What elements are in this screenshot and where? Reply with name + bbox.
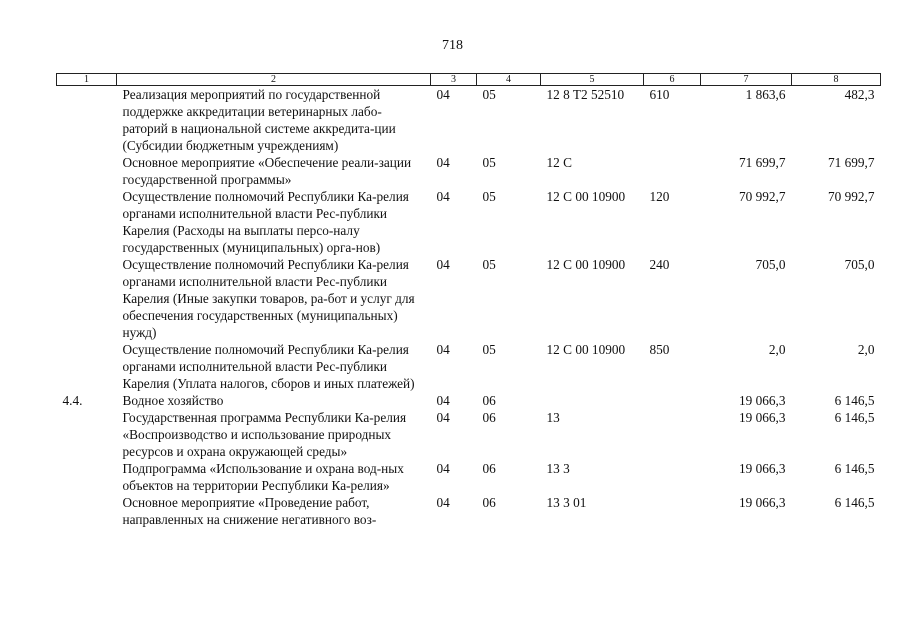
- item-name: Основное мероприятие «Проведение работ, направленных на снижение негативного воз-: [122, 495, 377, 527]
- section-code: 04: [436, 495, 450, 510]
- item-name: Осуществление полномочий Республики Ка-релия органами исполнительной власти Рес-публики Карелия (Уплата налогов, сборов и иных платежей): [122, 342, 415, 391]
- expense-type-code: [644, 154, 701, 188]
- amount-year-2: 70 992,7: [827, 189, 875, 204]
- subsection-code: 05: [482, 342, 496, 357]
- subsection-code: 05: [482, 87, 496, 102]
- expense-type-code: [644, 494, 701, 528]
- table-row: [57, 86, 881, 155]
- amount-year-1: 19 066,3: [738, 461, 786, 476]
- subsection-code: 06: [482, 461, 496, 476]
- amount-year-2: 705,0: [844, 257, 875, 272]
- amount-year-1: 19 066,3: [738, 495, 786, 510]
- target-article-code: 12 С: [546, 155, 572, 170]
- column-header: 6: [644, 74, 701, 86]
- section-code: 04: [436, 461, 450, 476]
- target-article-code: 12 С 00 10900: [546, 189, 626, 204]
- table-row: [57, 494, 881, 528]
- item-name: Реализация мероприятий по государственной поддержке аккредитации ветеринарных лабо-раторий в национальной системе аккредита-ции (Субсидии бюджетным учреждениям): [122, 87, 396, 153]
- row-number: [57, 188, 117, 256]
- amount-year-2: 6 146,5: [834, 410, 875, 425]
- expense-type-code: 120: [649, 189, 670, 204]
- subsection-code: 06: [482, 410, 496, 425]
- amount-year-1: 19 066,3: [738, 393, 786, 408]
- expense-type-code: 850: [649, 342, 670, 357]
- section-code: 04: [436, 342, 450, 357]
- section-code: 04: [436, 87, 450, 102]
- target-article-code: 13: [546, 410, 560, 425]
- amount-year-2: 6 146,5: [834, 495, 875, 510]
- amount-year-1: 1 863,6: [745, 87, 786, 102]
- row-number: [57, 341, 117, 392]
- amount-year-2: 6 146,5: [834, 393, 875, 408]
- row-number: [57, 154, 117, 188]
- row-number: 4.4.: [62, 393, 83, 408]
- amount-year-2: 482,3: [844, 87, 875, 102]
- amount-year-2: 2,0: [857, 342, 875, 357]
- row-number: [57, 256, 117, 341]
- section-code: 04: [436, 393, 450, 408]
- item-name: Осуществление полномочий Республики Ка-релия органами исполнительной власти Рес-публики Карелия (Расходы на выплаты персо-налу государственных (муниципальных) орга-нов): [122, 189, 409, 255]
- amount-year-1: 71 699,7: [738, 155, 786, 170]
- row-number: [57, 494, 117, 528]
- amount-year-2: 71 699,7: [827, 155, 875, 170]
- row-number: [57, 409, 117, 460]
- item-name: Государственная программа Республики Ка-релия «Воспроизводство и использование природных ресурсов и охрана окружающей среды»: [122, 410, 407, 459]
- column-header: 3: [431, 74, 477, 86]
- item-name: Водное хозяйство: [122, 393, 224, 408]
- table-body: [57, 86, 881, 529]
- target-article-code: 12 8 T2 52510: [546, 87, 625, 102]
- expense-type-code: 610: [649, 87, 670, 102]
- table-row: [57, 188, 881, 256]
- amount-year-1: 70 992,7: [738, 189, 786, 204]
- section-code: 04: [436, 257, 450, 272]
- table-row: [57, 460, 881, 494]
- table-row: [57, 409, 881, 460]
- expense-type-code: 240: [649, 257, 670, 272]
- column-header: 7: [701, 74, 792, 86]
- expense-type-code: [644, 392, 701, 409]
- target-article-code: 13 3 01: [546, 495, 587, 510]
- subsection-code: 05: [482, 189, 496, 204]
- row-number: [57, 86, 117, 155]
- page-number: 718: [442, 38, 463, 53]
- table-row: [57, 154, 881, 188]
- row-number: [57, 460, 117, 494]
- column-header: 4: [477, 74, 541, 86]
- budget-table: [56, 73, 881, 528]
- expense-type-code: [644, 409, 701, 460]
- target-article-code: 12 С 00 10900: [546, 257, 626, 272]
- section-code: 04: [436, 155, 450, 170]
- column-header: 5: [541, 74, 644, 86]
- table-row: [57, 256, 881, 341]
- column-header: 2: [117, 74, 431, 86]
- amount-year-1: 19 066,3: [738, 410, 786, 425]
- amount-year-2: 6 146,5: [834, 461, 875, 476]
- table-row: [57, 392, 881, 409]
- column-header: 1: [57, 74, 117, 86]
- subsection-code: 06: [482, 393, 496, 408]
- column-number-header: [57, 74, 881, 86]
- item-name: Подпрограмма «Использование и охрана вод-ных объектов на территории Республики Ка-релия»: [122, 461, 404, 493]
- item-name: Основное мероприятие «Обеспечение реали-зации государственной программы»: [122, 155, 412, 187]
- column-header: 8: [792, 74, 881, 86]
- expense-type-code: [644, 460, 701, 494]
- target-article-code: [541, 392, 644, 409]
- subsection-code: 05: [482, 257, 496, 272]
- section-code: 04: [436, 410, 450, 425]
- amount-year-1: 2,0: [768, 342, 786, 357]
- subsection-code: 05: [482, 155, 496, 170]
- target-article-code: 12 С 00 10900: [546, 342, 626, 357]
- table-row: [57, 341, 881, 392]
- amount-year-1: 705,0: [755, 257, 786, 272]
- item-name: Осуществление полномочий Республики Ка-релия органами исполнительной власти Рес-публики Карелия (Иные закупки товаров, ра-бот и услуг для обеспечения государственных (муниципальных) нужд): [122, 257, 415, 340]
- subsection-code: 06: [482, 495, 496, 510]
- target-article-code: 13 3: [546, 461, 570, 476]
- section-code: 04: [436, 189, 450, 204]
